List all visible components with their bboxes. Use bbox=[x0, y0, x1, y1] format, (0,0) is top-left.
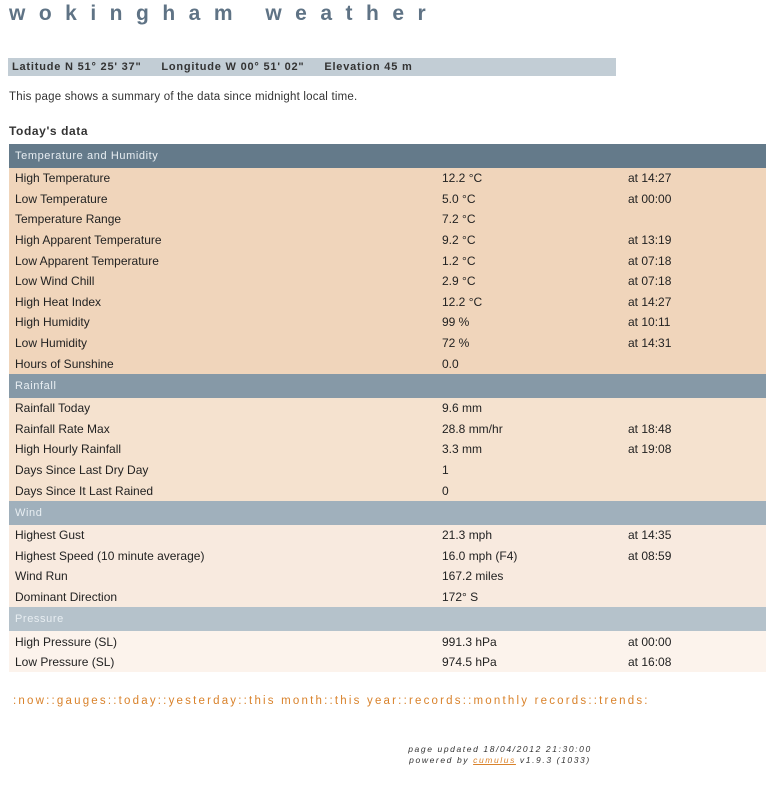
row-time bbox=[622, 587, 766, 608]
row-time: at 00:00 bbox=[622, 631, 766, 652]
section-title: Pressure bbox=[9, 607, 766, 631]
row-time: at 07:18 bbox=[622, 250, 766, 271]
row-label: Highest Speed (10 minute average) bbox=[9, 546, 436, 567]
table-row bbox=[9, 168, 766, 189]
table-row bbox=[9, 631, 766, 652]
row-label: High Apparent Temperature bbox=[9, 230, 436, 251]
row-label: Low Temperature bbox=[9, 189, 436, 210]
row-time: at 14:27 bbox=[622, 168, 766, 189]
row-label: Highest Gust bbox=[9, 525, 436, 546]
table-row bbox=[9, 546, 766, 567]
row-time: at 16:08 bbox=[622, 652, 766, 673]
row-label: Low Humidity bbox=[9, 333, 436, 354]
table-row bbox=[9, 587, 766, 608]
row-time: at 19:08 bbox=[622, 439, 766, 460]
table-row bbox=[9, 189, 766, 210]
section-title: Wind bbox=[9, 501, 766, 525]
section-title: Rainfall bbox=[9, 374, 766, 398]
row-time: at 08:59 bbox=[622, 546, 766, 567]
today-data-table bbox=[9, 144, 766, 672]
row-value: 21.3 mph bbox=[436, 525, 622, 546]
row-time: at 14:27 bbox=[622, 292, 766, 313]
row-time: at 10:11 bbox=[622, 312, 766, 333]
row-value: 5.0 °C bbox=[436, 189, 622, 210]
row-value: 99 % bbox=[436, 312, 622, 333]
row-label: High Heat Index bbox=[9, 292, 436, 313]
table-row bbox=[9, 566, 766, 587]
row-time bbox=[622, 398, 766, 419]
row-time: at 13:19 bbox=[622, 230, 766, 251]
table-row bbox=[9, 525, 766, 546]
row-value: 0.0 bbox=[436, 353, 622, 374]
row-label: High Hourly Rainfall bbox=[9, 439, 436, 460]
table-row bbox=[9, 480, 766, 501]
table-row bbox=[9, 460, 766, 481]
row-label: Low Pressure (SL) bbox=[9, 652, 436, 673]
page-updated-text: page updated 18/04/2012 21:30:00 bbox=[408, 744, 592, 754]
site-title: wokingham weather bbox=[9, 2, 440, 25]
row-value: 1.2 °C bbox=[436, 250, 622, 271]
powered-by-label: powered by bbox=[409, 755, 470, 765]
nav-link-this-month[interactable]: this month bbox=[249, 695, 325, 707]
row-label: High Pressure (SL) bbox=[9, 631, 436, 652]
row-label: Rainfall Today bbox=[9, 398, 436, 419]
table-row bbox=[9, 439, 766, 460]
nav-link-today[interactable]: today bbox=[118, 695, 158, 707]
row-value: 1 bbox=[436, 460, 622, 481]
row-value: 72 % bbox=[436, 333, 622, 354]
table-row bbox=[9, 419, 766, 440]
row-label: Days Since Last Dry Day bbox=[9, 460, 436, 481]
navigation-bar: :now::gauges::today::yesterday::this month::this year::records::monthly records::trends: bbox=[13, 695, 650, 707]
row-value: 172° S bbox=[436, 587, 622, 608]
table-row bbox=[9, 271, 766, 292]
row-label: Wind Run bbox=[9, 566, 436, 587]
pressure-section bbox=[9, 607, 766, 672]
table-row bbox=[9, 652, 766, 673]
row-time: at 14:31 bbox=[622, 333, 766, 354]
powered-by-line bbox=[0, 755, 766, 766]
row-time bbox=[622, 353, 766, 374]
row-label: Temperature Range bbox=[9, 209, 436, 230]
row-label: Days Since It Last Rained bbox=[9, 480, 436, 501]
row-label: Low Apparent Temperature bbox=[9, 250, 436, 271]
elevation: Elevation 45 m bbox=[324, 61, 413, 73]
section-header-temperature bbox=[9, 144, 766, 168]
row-value: 167.2 miles bbox=[436, 566, 622, 587]
row-label: Low Wind Chill bbox=[9, 271, 436, 292]
page-footer bbox=[0, 744, 766, 766]
latitude: Latitude N 51° 25' 37" bbox=[12, 61, 142, 73]
row-value: 0 bbox=[436, 480, 622, 501]
section-title: Temperature and Humidity bbox=[9, 144, 766, 168]
row-time: at 07:18 bbox=[622, 271, 766, 292]
nav-link-now[interactable]: now bbox=[18, 695, 47, 707]
row-value: 9.2 °C bbox=[436, 230, 622, 251]
table-row bbox=[9, 209, 766, 230]
row-value: 9.6 mm bbox=[436, 398, 622, 419]
table-row bbox=[9, 398, 766, 419]
rainfall-section bbox=[9, 374, 766, 501]
row-value: 12.2 °C bbox=[436, 292, 622, 313]
location-bar bbox=[8, 58, 616, 76]
row-value: 991.3 hPa bbox=[436, 631, 622, 652]
row-value: 2.9 °C bbox=[436, 271, 622, 292]
table-row bbox=[9, 230, 766, 251]
todays-data-heading: Today's data bbox=[9, 124, 89, 138]
intro-text: This page shows a summary of the data since midnight local time. bbox=[9, 91, 358, 103]
row-value: 7.2 °C bbox=[436, 209, 622, 230]
table-row bbox=[9, 312, 766, 333]
nav-link-gauges[interactable]: gauges bbox=[56, 695, 108, 707]
table-row bbox=[9, 333, 766, 354]
version-text: v1.9.3 (1033) bbox=[519, 755, 591, 765]
row-value: 3.3 mm bbox=[436, 439, 622, 460]
row-time bbox=[622, 566, 766, 587]
row-label: High Humidity bbox=[9, 312, 436, 333]
longitude: Longitude W 00° 51' 02" bbox=[161, 61, 305, 73]
nav-link-trends[interactable]: trends bbox=[599, 695, 645, 707]
row-time bbox=[622, 209, 766, 230]
row-time: at 14:35 bbox=[622, 525, 766, 546]
table-row bbox=[9, 250, 766, 271]
row-value: 16.0 mph (F4) bbox=[436, 546, 622, 567]
row-time: at 00:00 bbox=[622, 189, 766, 210]
nav-link-monthly-records[interactable]: monthly records bbox=[473, 695, 589, 707]
row-time: at 18:48 bbox=[622, 419, 766, 440]
row-label: High Temperature bbox=[9, 168, 436, 189]
row-label: Dominant Direction bbox=[9, 587, 436, 608]
row-value: 974.5 hPa bbox=[436, 652, 622, 673]
row-value: 28.8 mm/hr bbox=[436, 419, 622, 440]
row-label: Hours of Sunshine bbox=[9, 353, 436, 374]
row-time bbox=[622, 480, 766, 501]
table-row bbox=[9, 353, 766, 374]
section-header-pressure bbox=[9, 607, 766, 631]
section-header-rainfall bbox=[9, 374, 766, 398]
row-label: Rainfall Rate Max bbox=[9, 419, 436, 440]
cumulus-link[interactable]: cumulus bbox=[473, 755, 516, 765]
row-value: 12.2 °C bbox=[436, 168, 622, 189]
nav-link-this-year[interactable]: this year bbox=[334, 695, 399, 707]
table-row bbox=[9, 292, 766, 313]
temperature-section bbox=[9, 144, 766, 374]
section-header-wind bbox=[9, 501, 766, 525]
row-time bbox=[622, 460, 766, 481]
wind-section bbox=[9, 501, 766, 607]
nav-link-yesterday[interactable]: yesterday bbox=[168, 695, 239, 707]
nav-link-records[interactable]: records bbox=[408, 695, 463, 707]
